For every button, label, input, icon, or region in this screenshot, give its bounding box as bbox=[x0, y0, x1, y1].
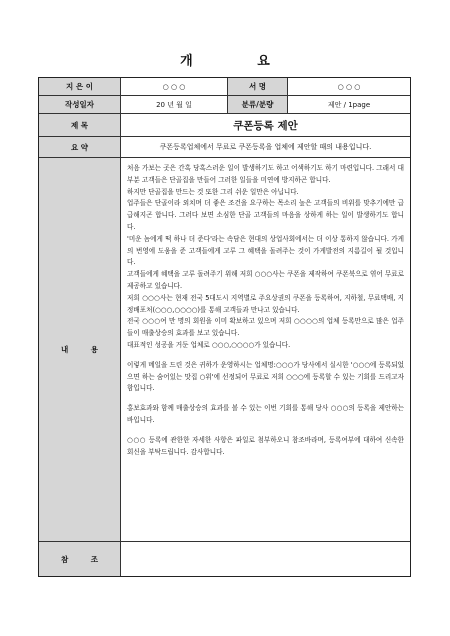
paragraph-gap bbox=[127, 427, 404, 435]
date-label: 작성일자 bbox=[39, 96, 121, 113]
content-paragraph: '미운 놈에게 떡 하나 더 준다'라는 속담은 현대의 상업사회에서는 더 이상 통하지 않습니다. 가게의 번영에 도움을 준 고객들에게 고루 그 혜택을 돌려주는 것이 가게발전의 지름길이 될 것입니다. bbox=[127, 234, 404, 267]
author-value: ○ ○ ○ bbox=[121, 78, 228, 95]
content-paragraph: 이렇게 메일을 드린 것은 귀하가 운영하시는 업체명:○○○가 당사에서 실시한 '○○○에 등록되었으면 하는 숨어있는 맛집 ○위'에 선정되어 무료로 저희 ○○○에 등록할 수 있는 기회를 드리고자 함입니다. bbox=[127, 360, 404, 393]
content-paragraph: 대표적인 성공을 거둔 업체로 ○○○,○○○○가 있습니다. bbox=[127, 340, 291, 349]
subject-value: 쿠폰등록 제안 bbox=[233, 119, 298, 132]
subject-row bbox=[39, 114, 410, 137]
signature-label: 서 명 bbox=[228, 78, 288, 95]
content-paragraph: 고객들에게 혜택을 고루 돌려주기 위해 저희 ○○○사는 쿠폰을 제작하여 쿠폰북으로 엮어 무료로 제공하고 있습니다. bbox=[127, 270, 404, 290]
content-body bbox=[121, 158, 410, 541]
paragraph-gap bbox=[127, 352, 404, 360]
content-paragraph: ○○○ 등록에 관한한 자세한 사항은 파일로 첨부하오니 참조바라며, 등록여부에 대하여 신속한 회신을 부탁드립니다. 감사합니다. bbox=[127, 435, 404, 456]
content-paragraph: 저희 ○○○사는 현재 전국 5대도시 지역별로 주요상권의 쿠폰을 등록하여, 지하철, 무료택배, 지정배포처(○○○,○○○○)를 통해 고객들과 만나고 있습니다. bbox=[127, 293, 404, 314]
reference-row bbox=[39, 542, 410, 576]
author-row bbox=[39, 78, 410, 96]
summary-row bbox=[39, 137, 410, 158]
date-value: 20 년 월 일 bbox=[121, 96, 228, 113]
content-row bbox=[39, 158, 410, 542]
reference-value bbox=[121, 542, 410, 576]
signature-value: ○ ○ ○ bbox=[337, 82, 361, 91]
page-title: 개 요 bbox=[180, 54, 300, 69]
date-row bbox=[39, 96, 410, 114]
content-label: 내 용 bbox=[39, 158, 121, 541]
content-paragraph: 처음 가보는 곳은 간혹 당혹스러운 일이 발생하기도 하고 어색하기도 하기 마련입니다. 그래서 대부분 고객들은 단골집을 만들어 그러한 일들을 미연에 방지하곤 합니다. bbox=[127, 164, 404, 184]
author-label: 지 은 이 bbox=[39, 78, 121, 95]
content-paragraph: 홍보효과와 함께 매출상승의 효과를 볼 수 있는 이번 기회를 통해 당사 ○○○의 등록을 제안하는 바입니다. bbox=[127, 404, 404, 424]
subject-label: 제 목 bbox=[39, 114, 121, 136]
category-value: 제안 / 1page bbox=[327, 100, 371, 109]
content-paragraph: 전국 ○○○여 만 명의 회원을 이미 확보하고 있으며 저희 ○○○○의 업체 등록만으로 많은 업주들이 매출상승의 효과를 보고 있습니다. bbox=[127, 317, 404, 338]
summary-value: 쿠폰등록업체에서 무료로 쿠폰등록을 업체에 제안할 때의 내용입니다. bbox=[159, 143, 372, 151]
summary-label: 요 약 bbox=[39, 137, 121, 157]
content-paragraph: 업주들은 단골이라 외치며 더 좋은 조건을 요구하는 목소리 높은 고객들의 비위를 맞추기에만 급급해지곤 합니다. 그러다 보면 소심한 단골 고객들의 마음을 상하게 하는 일이 발생하기도 합니다. bbox=[127, 199, 404, 231]
content-paragraph: 하지만 단골집을 만드는 것 또한 그리 쉬운 일만은 아닙니다. bbox=[127, 187, 299, 196]
document-form bbox=[38, 77, 411, 577]
paragraph-gap bbox=[127, 395, 404, 403]
category-label: 분류/분량 bbox=[228, 96, 288, 113]
reference-label: 참 조 bbox=[39, 542, 121, 576]
